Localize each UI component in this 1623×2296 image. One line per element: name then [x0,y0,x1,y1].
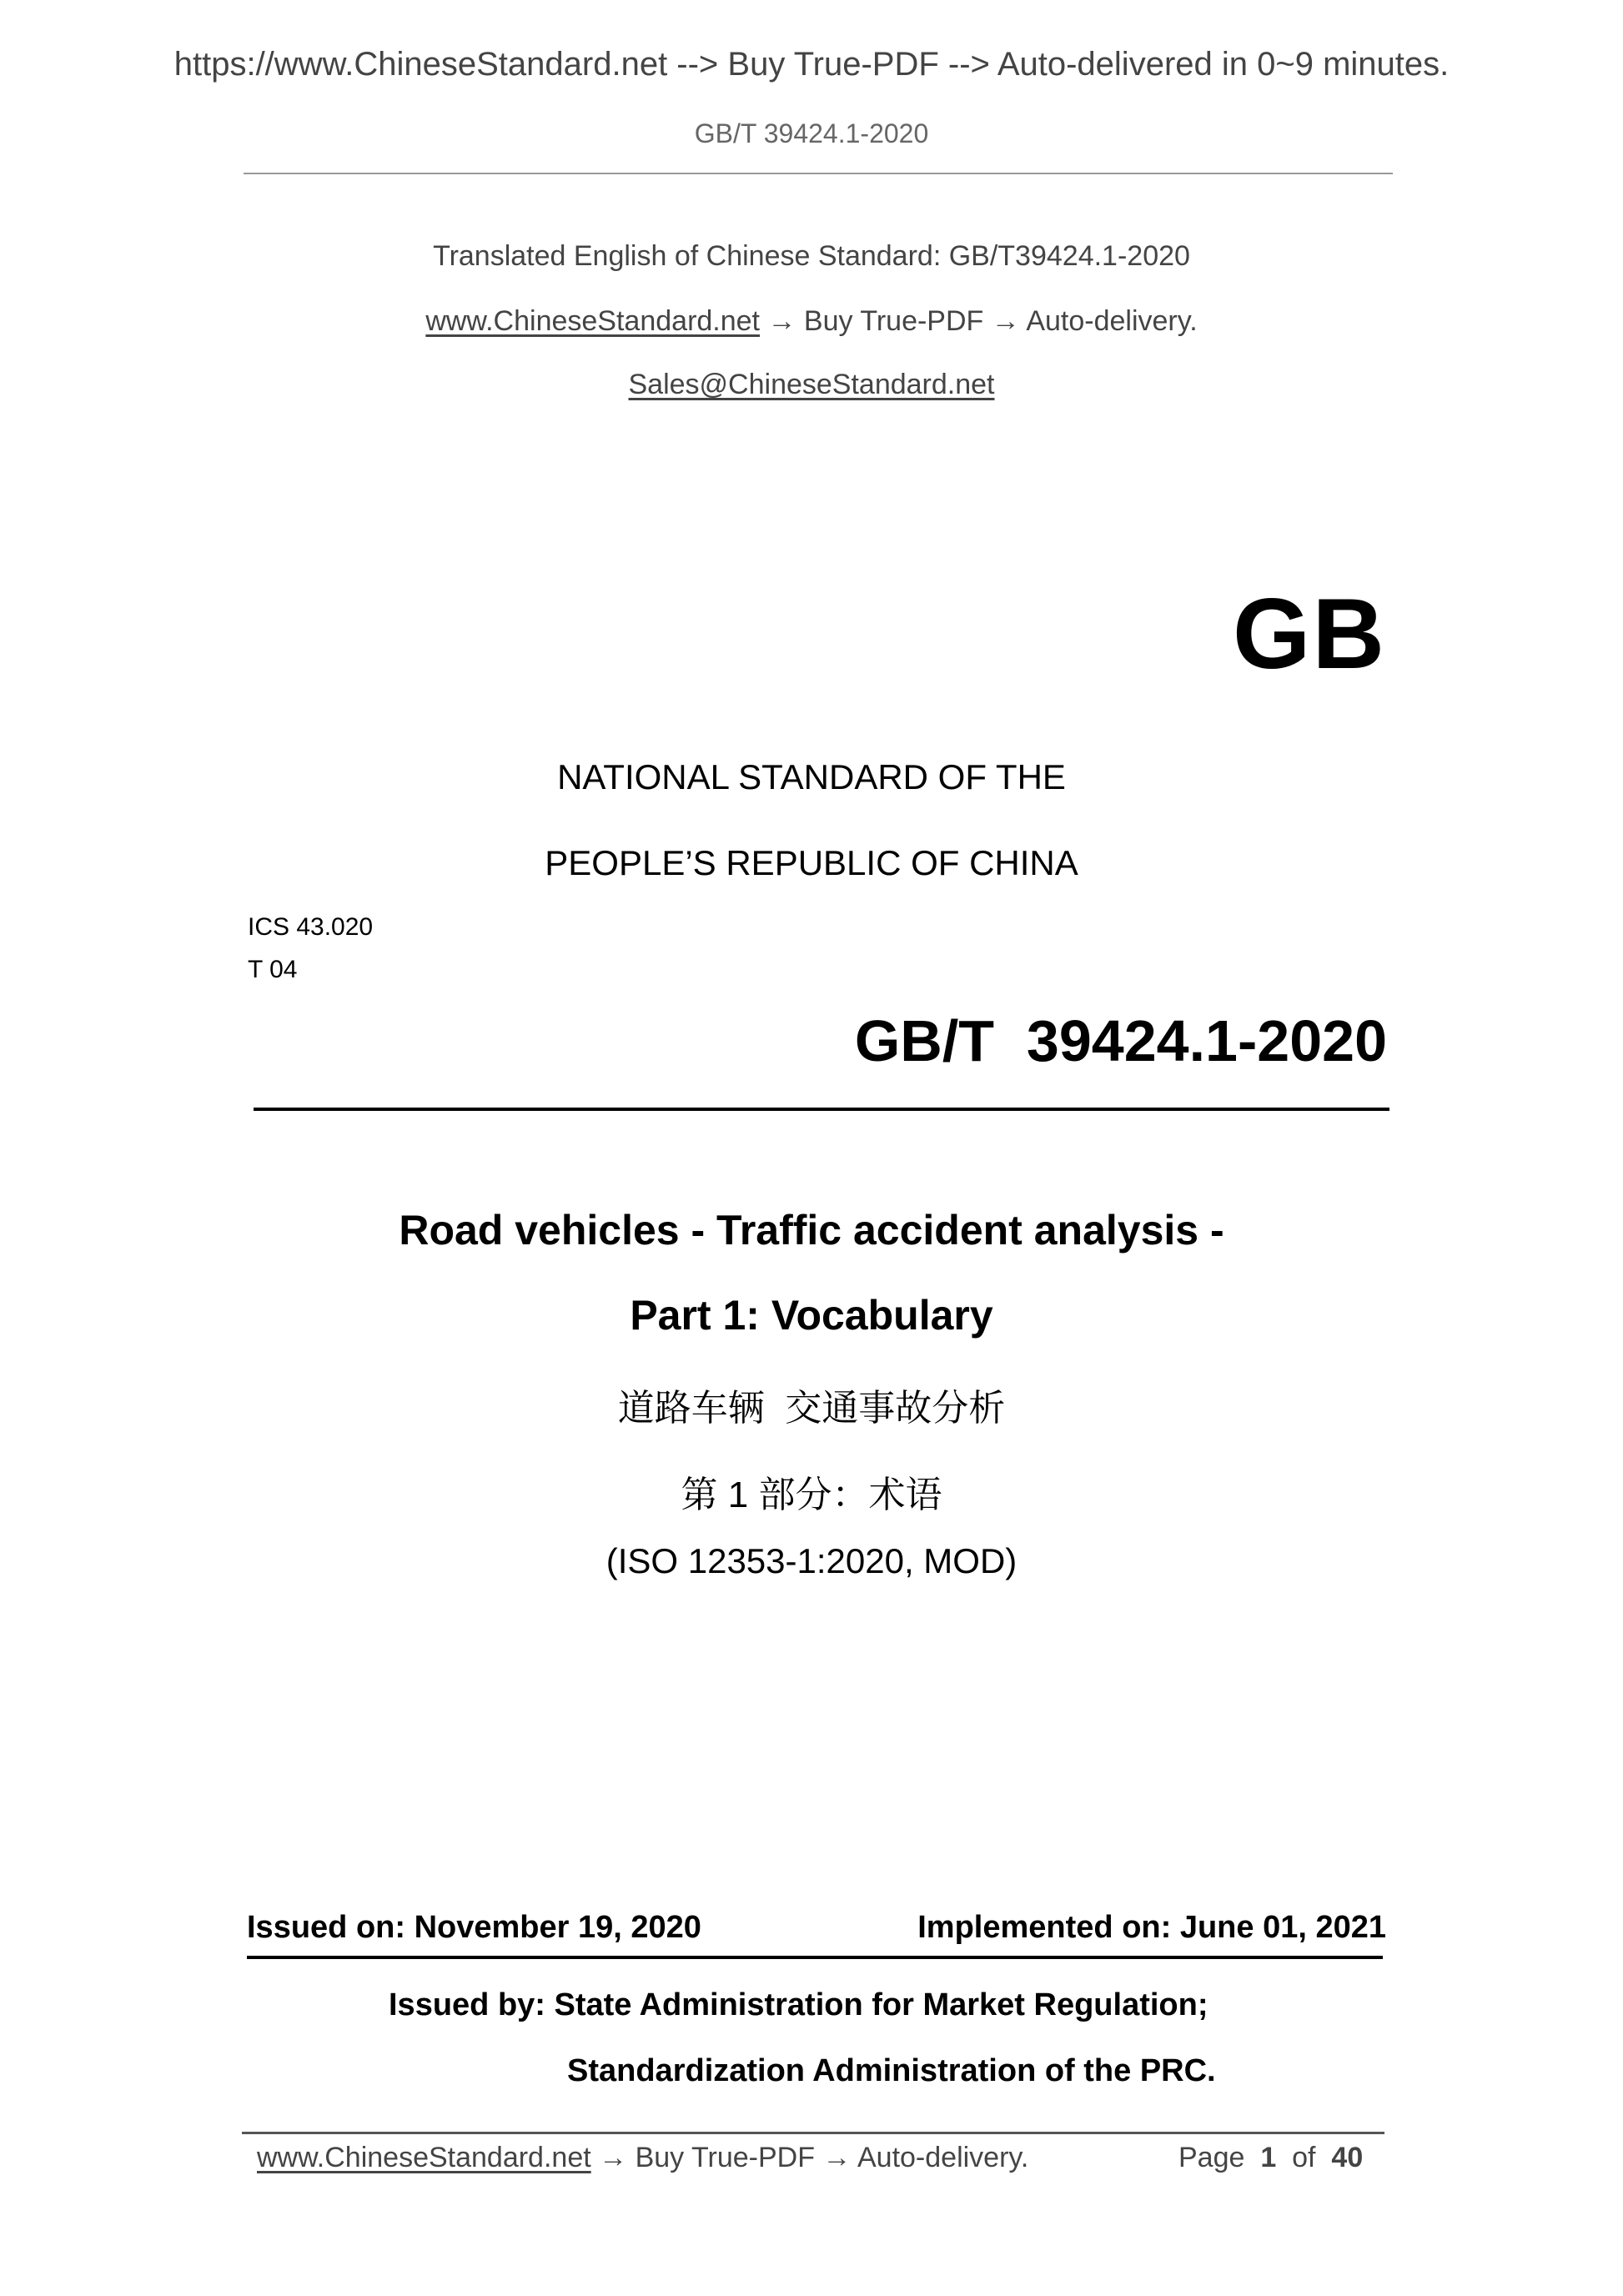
issued-on: Issued on: November 19, 2020 [247,1910,701,1945]
footer-buy-suffix: → Buy True-PDF → Auto-delivery. [590,2142,1029,2173]
footer-divider [242,2132,1384,2134]
title-en-line1: Road vehicles - Traffic accident analysis - [399,1207,1224,1254]
issued-by-line1: Issued by: State Administration for Market Regulation; [389,1987,1208,2022]
gb-logo: GB [1233,578,1386,690]
email-line [0,369,1623,401]
title-en-line2: Part 1: Vocabulary [630,1292,993,1339]
page-of: of [1292,2142,1316,2173]
national-standard-line2: PEOPLE’S REPUBLIC OF CHINA [545,843,1078,882]
page-label: Page [1178,2142,1245,2173]
page-current: 1 [1260,2142,1277,2173]
buy-suffix: → Buy True-PDF → Auto-delivery. [760,305,1198,337]
header-divider [244,173,1393,174]
buy-line [0,305,1623,338]
top-banner: https://www.ChineseStandard.net --> Buy True-PDF --> Auto-delivered in 0~9 minutes. [173,46,1450,83]
title-zh-line2: 第 1 部分：术语 [681,1475,942,1515]
title-divider [254,1108,1389,1111]
dates-divider [247,1956,1383,1959]
footer-buy-line [257,2142,1028,2174]
footer-website-link[interactable]: www.ChineseStandard.net [257,2142,591,2173]
page-indicator [1178,2142,1363,2174]
website-link[interactable]: www.ChineseStandard.net [425,305,761,337]
title-zh-line1: 道路车辆 交通事故分析 [617,1388,1006,1429]
page-total: 40 [1331,2142,1364,2173]
sales-email-link[interactable]: Sales@ChineseStandard.net [628,369,995,400]
national-standard-line1: NATIONAL STANDARD OF THE [557,757,1066,796]
issued-by-line2: Standardization Administration of the PRC. [567,2053,1216,2088]
class-code: T 04 [248,956,298,983]
translation-notice: Translated English of Chinese Standard: GB/T39424.1-2020 [433,240,1190,272]
standard-number: GB/T 39424.1-2020 [854,1008,1387,1073]
implemented-on: Implemented on: June 01, 2021 [917,1910,1386,1945]
ics-code: ICS 43.020 [248,913,374,941]
iso-equivalence: (ISO 12353-1:2020, MOD) [605,1541,1018,1580]
running-header: GB/T 39424.1-2020 [694,118,929,148]
